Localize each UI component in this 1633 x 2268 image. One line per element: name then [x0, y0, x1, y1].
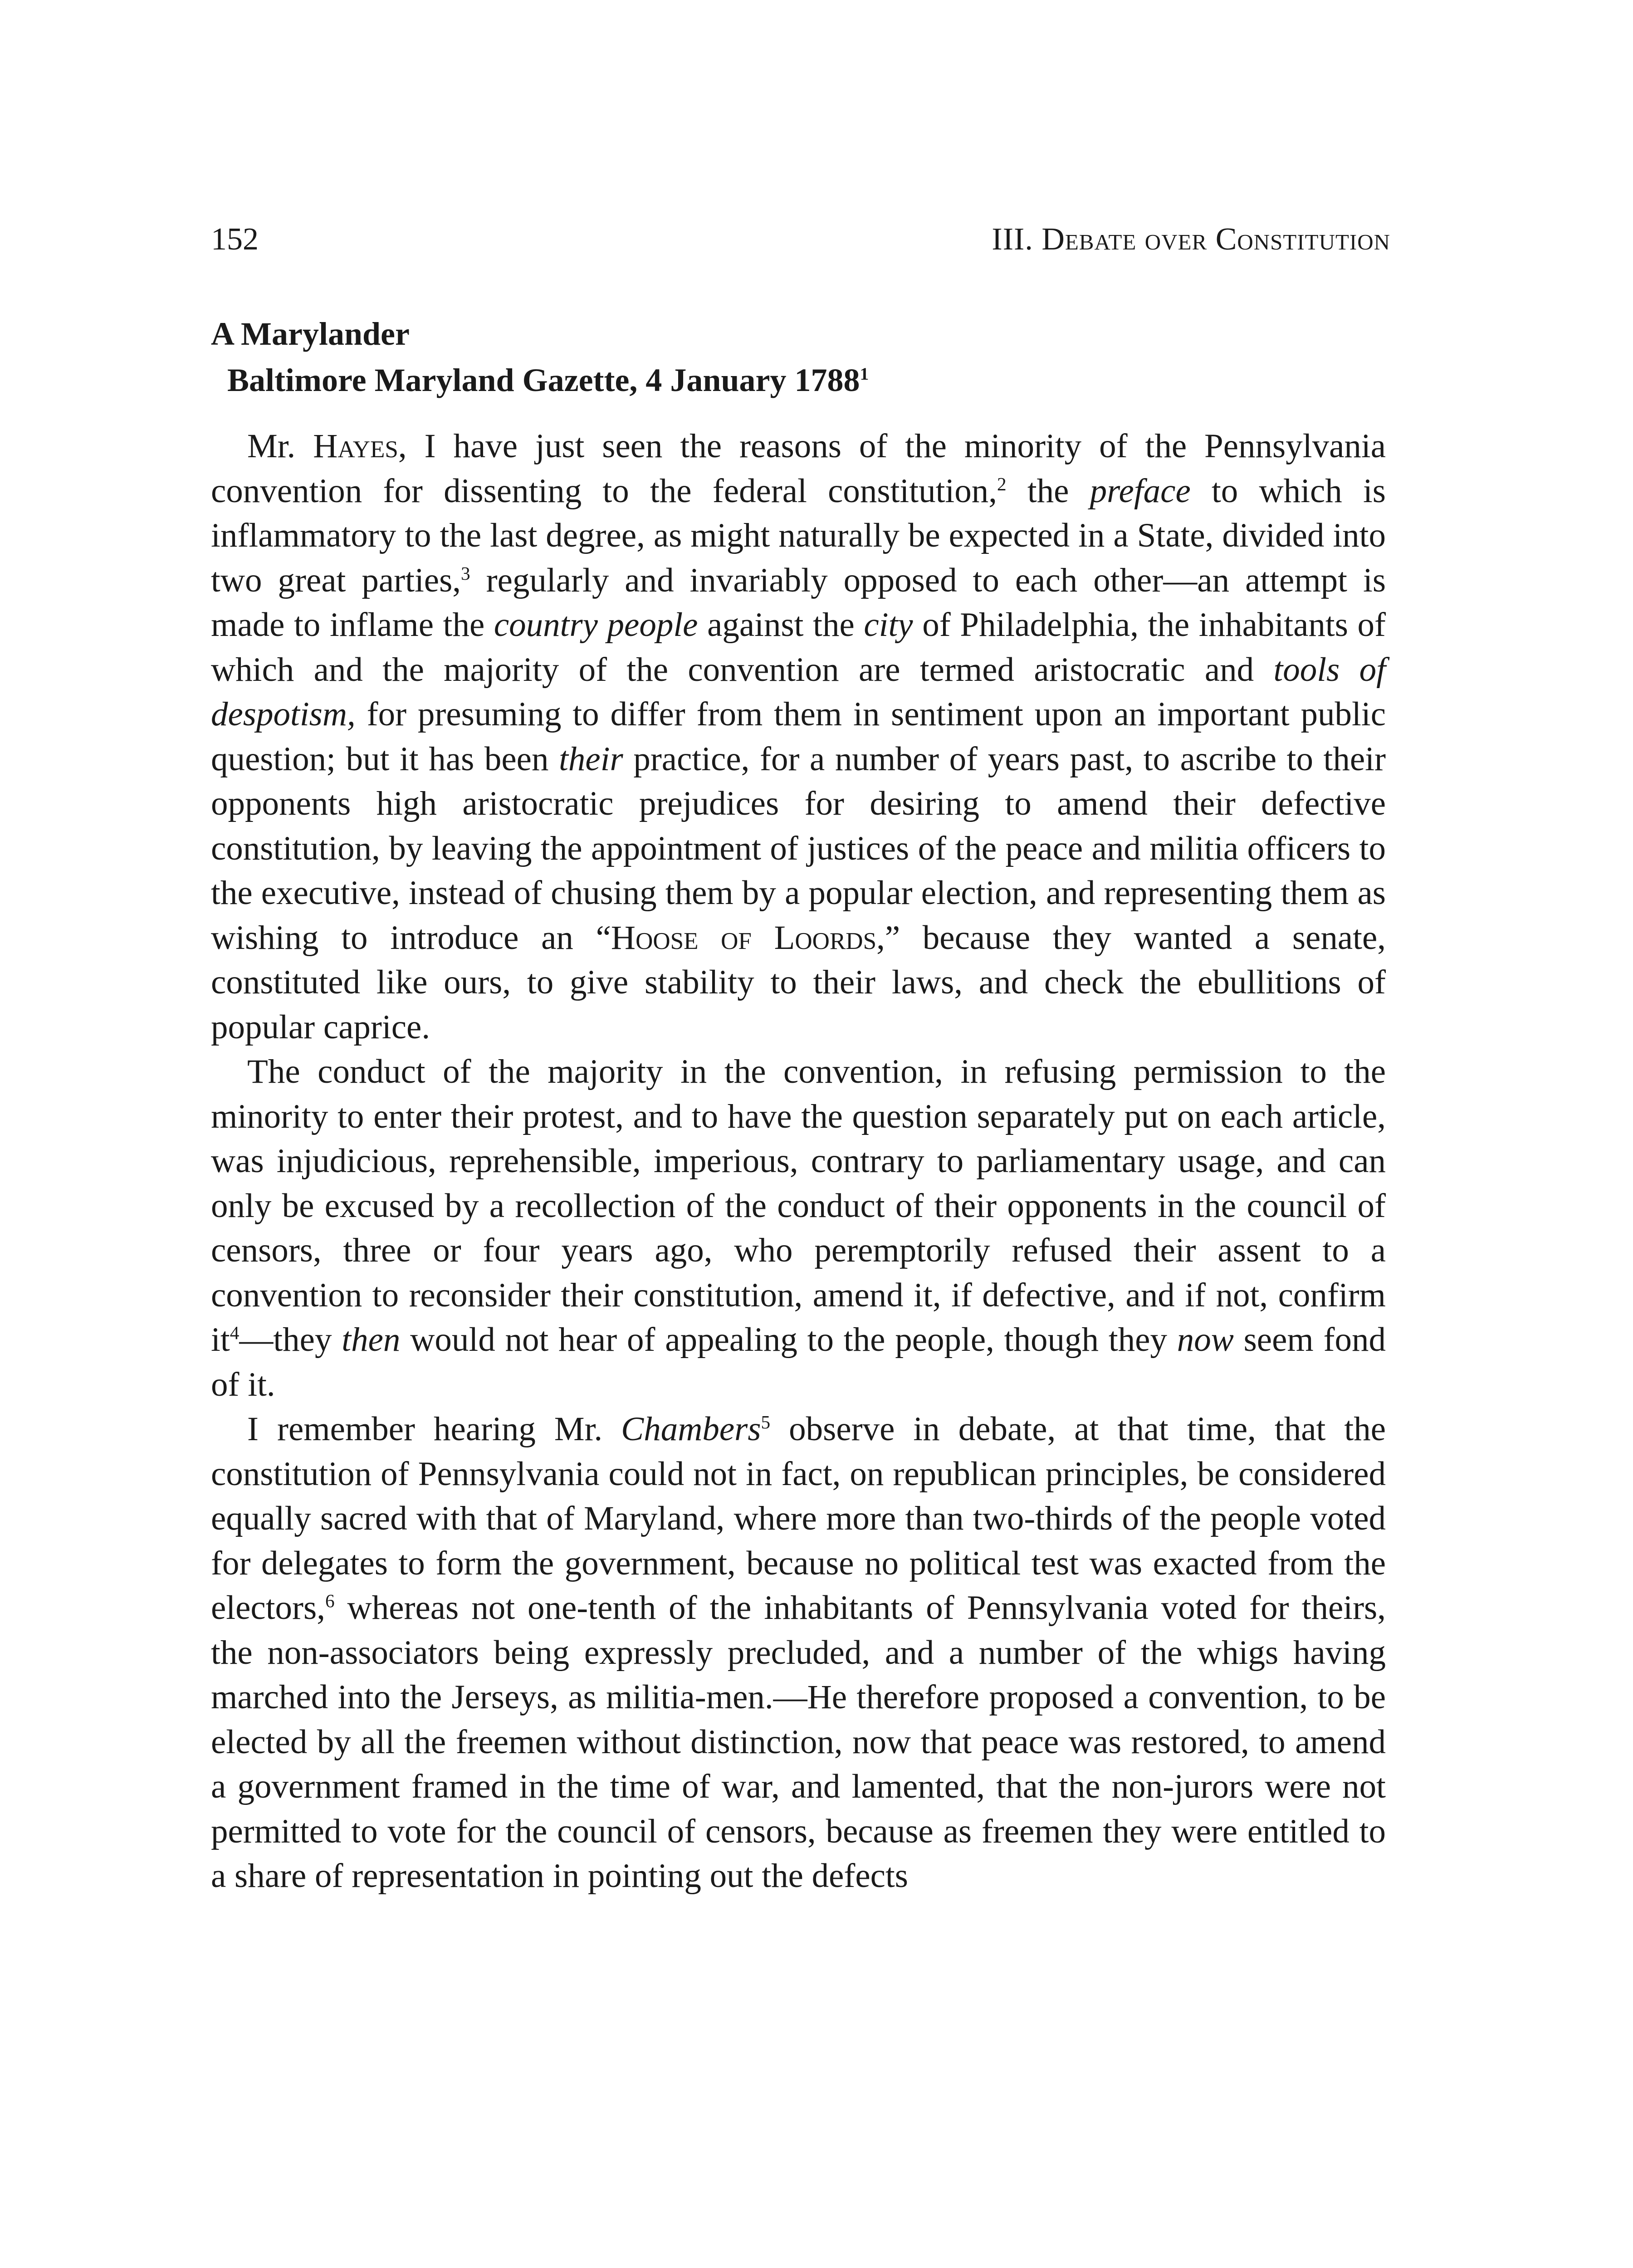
document-author: A Marylander: [211, 316, 410, 352]
footnote-ref-2: 2: [997, 473, 1007, 494]
footnote-ref-6: 6: [325, 1590, 335, 1611]
page-number: 152: [211, 222, 259, 257]
running-head: [211, 217, 1390, 262]
document-heading: [211, 311, 1390, 403]
running-title: III. Debate over Constitution: [992, 222, 1390, 257]
document-source: [211, 357, 1390, 403]
small-caps-phrase: Hoose of Loords: [611, 919, 877, 957]
document-source-text: Baltimore Maryland Gazette, 4 January 1788: [227, 362, 860, 398]
footnote-ref-5: 5: [761, 1412, 771, 1432]
body-text: [211, 424, 1386, 1899]
footnote-ref-1: 1: [860, 364, 869, 384]
footnote-ref-4: 4: [230, 1322, 240, 1343]
paragraph-1: Mr. Hayes, I have just seen the reasons of the minority of the Pennsylvania convention for dissenting to the federal constitution,$^2$ the preface to which is inflammatory to the last degree, as might naturally be expected in a State, divided into two great parties,$^3$ regularly and invariably opposed to each other—an attempt is made to inflame the country people against the city of Philadelphia, the inhabitants of which and the majority of the convention are termed aristocratic and tools of despotism, for presuming to differ from them in sentiment upon an important public question; but it has been their practice, for a number of years past, to ascribe to their opponents high aristocratic prejudices for desiring to amend their defective constitution, by leaving the appointment of justices of the peace and militia officers to the executive, instead of chusing them by a popular election, and representing them as wishing to introduce an “Hoose of Loords,” because they wanted a senate, constituted like ours, to give stability to their laws, and check the ebullitions of popular caprice.: [211, 427, 1386, 1046]
paragraph-3: I remember hearing Mr. Chambers$^5$ observe in debate, at that time, that the constitution of Pennsylvania could not in fact, on republican principles, be considered equally sacred with that of Maryland, where more than two-thirds of the people voted for delegates to form the government, because no political test was exacted from the electors,$^6$ whereas not one-tenth of the inhabitants of Pennsylvania voted for theirs, the non-associators being expressly precluded, and a number of the whigs having marched into the Jerseys, as militia-men.—He therefore proposed a convention, to be elected by all the freemen without distinction, now that peace was restored, to amend a government framed in the time of war, and lamented, that the non-jurors were not permitted to vote for the council of censors, because as freemen they were entitled to a share of representation in pointing out the defects: [211, 1410, 1386, 1895]
paragraph-2: The conduct of the majority in the convention, in refusing permission to the minority to enter their protest, and to have the question separately put on each article, was injudicious, reprehensible, imperious, contrary to parliamentary usage, and can only be excused by a recollection of the conduct of their opponents in the council of censors, three or four years ago, who peremptorily refused their assent to a convention to reconsider their constitution, amend it, if defective, and if not, confirm $it^4—they$ then would not hear of appealing to the people, though they now seem fond of it.: [211, 1053, 1386, 1403]
addressee-name: Hayes: [313, 427, 398, 465]
footnote-ref-3: 3: [461, 562, 470, 584]
